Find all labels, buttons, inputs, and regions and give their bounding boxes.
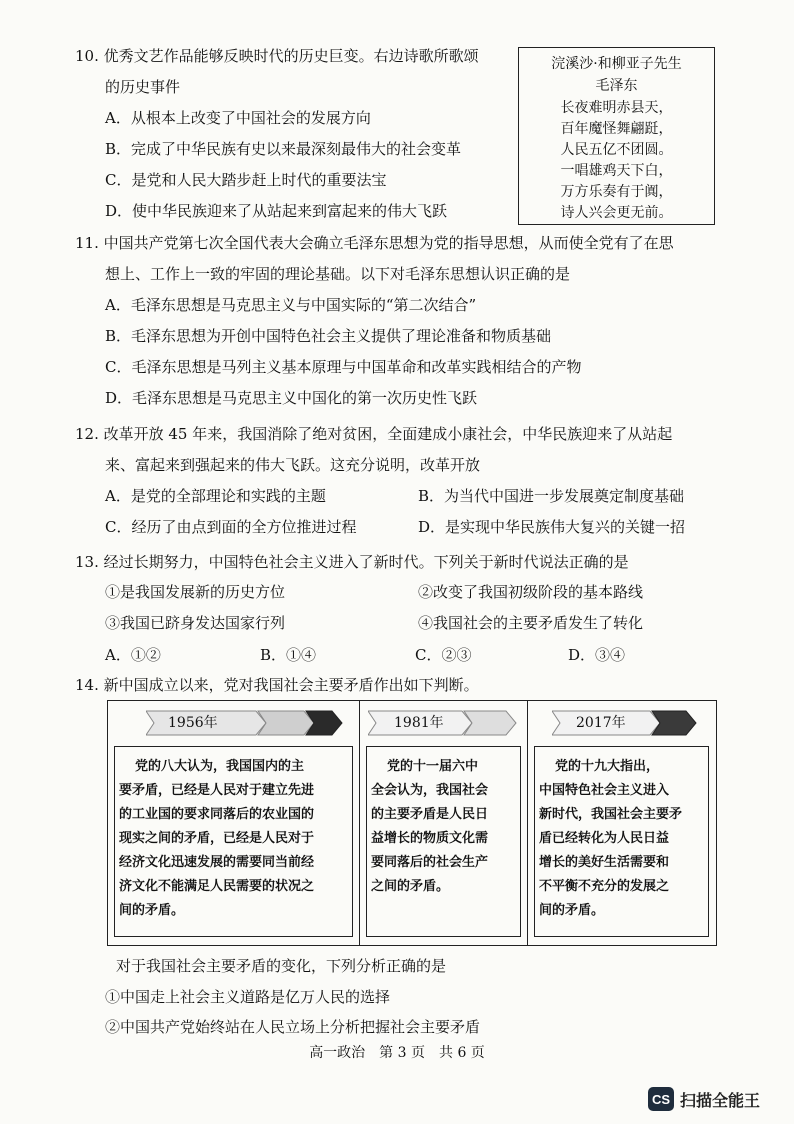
q11-option-a: A．毛泽东思想是马克思主义与中国实际的“第二次结合” (105, 296, 477, 314)
text-line: 不平衡不充分的发展之 (539, 879, 670, 894)
q12-stem-line-1: 12. 改革开放 45 年来，我国消除了绝对贫困，全面建成小康社会，中华民族迎来了从站起 (75, 425, 673, 443)
year-label-1981: 1981年 (394, 715, 444, 731)
year-banner-1981 (368, 709, 520, 737)
camscanner-logo-icon: CS (648, 1087, 674, 1111)
poem-line-4: 一唱雄鸡天下白， (560, 163, 673, 179)
text-line: 的主要矛盾是人民日 (371, 807, 489, 822)
poem-line-6: 诗人兴会更无前。 (560, 205, 673, 221)
q12-option-d: D．是实现中华民族伟大复兴的关键一招 (418, 518, 686, 536)
text-line: 现实之间的矛盾，已经是人民对于 (119, 831, 315, 846)
text-line: 中国特色社会主义进入 (539, 783, 670, 798)
q13-item-2: ②改变了我国初级阶段的基本路线 (418, 583, 644, 601)
q14-stem: 14. 新中国成立以来，党对我国社会主要矛盾作出如下判断。 (75, 676, 479, 694)
q13-item-3: ③我国已跻身发达国家行列 (105, 614, 286, 632)
q10-option-b: B．完成了中华民族有史以来最深刻最伟大的社会变革 (105, 140, 462, 158)
q12-option-a: A．是党的全部理论和实践的主题 (105, 487, 326, 505)
q10-option-a: A．从根本上改变了中国社会的发展方向 (105, 109, 371, 127)
q11-option-c: C．毛泽东思想是马列主义基本原理与中国革命和改革实践相结合的产物 (105, 358, 582, 376)
scanner-watermark (648, 1086, 760, 1112)
q14-question: 对于我国社会主要矛盾的变化，下列分析正确的是 (116, 957, 447, 975)
q13-option-d: D．③④ (568, 646, 626, 664)
q12-option-b: B．为当代中国进一步发展奠定制度基础 (418, 487, 685, 505)
text-line: 要同落后的社会生产 (371, 855, 489, 870)
q14-contradiction-table (107, 700, 717, 946)
text-line: 经济文化迅速发展的需要同当前经 (119, 855, 315, 870)
arrow-banner-icon (552, 709, 702, 737)
q11-option-b: B．毛泽东思想为开创中国特色社会主义提供了理论准备和物质基础 (105, 327, 552, 345)
text-box-1981 (366, 746, 521, 937)
text-box-2017 (534, 746, 709, 937)
q11-stem-line-2: 想上、工作上一致的牢固的理论基础。以下对毛泽东思想认识正确的是 (105, 265, 571, 283)
q12-option-c: C．经历了由点到面的全方位推进过程 (105, 518, 357, 536)
q13-item-4: ④我国社会的主要矛盾发生了转化 (418, 614, 644, 632)
text-line: 党的十一届六中 (387, 759, 479, 774)
text-line: 济文化不能满足人民需要的状况之 (119, 879, 315, 894)
text-line: 党的十九大指出， (555, 759, 660, 774)
poem-line-3: 人民五亿不团圆。 (560, 142, 673, 158)
poem-line-1: 长夜难明赤县天， (560, 100, 673, 116)
q11-option-d: D．毛泽东思想是马克思主义中国化的第一次历史性飞跃 (105, 389, 478, 407)
page-footer: 高一政治 第 3 页 共 6 页 (309, 1045, 485, 1061)
table-column-1956 (108, 701, 360, 945)
q10-stem-line-2: 的历史事件 (105, 78, 181, 96)
poem-author: 毛泽东 (595, 78, 638, 94)
arrow-banner-icon (368, 709, 520, 737)
poem-box (518, 47, 715, 225)
table-column-2017 (528, 701, 715, 945)
q13-option-c: C．②③ (415, 646, 472, 664)
q13-stem: 13. 经过长期努力，中国特色社会主义进入了新时代。下列关于新时代说法正确的是 (75, 553, 629, 571)
text-line: 全会认为，我国社会 (371, 783, 489, 798)
q14-item-2: ②中国共产党始终站在人民立场上分析把握社会主要矛盾 (105, 1018, 481, 1036)
text-line: 间的矛盾。 (539, 903, 605, 918)
text-line: 要矛盾，已经是人民对于建立先进 (119, 783, 315, 798)
text-line: 的工业国的要求同落后的农业国的 (119, 807, 315, 822)
poem-line-2: 百年魔怪舞翩跹， (560, 121, 673, 137)
q13-option-b: B．①④ (260, 646, 317, 664)
q10-stem-line-1: 10. 优秀文艺作品能够反映时代的历史巨变。右边诗歌所歌颂 (75, 47, 479, 65)
table-column-1981 (360, 701, 528, 945)
poem-line-5: 万方乐奏有于阗， (560, 184, 673, 200)
poem-title: 浣溪沙·和柳亚子先生 (551, 56, 682, 72)
text-line: 盾已经转化为人民日益 (539, 831, 670, 846)
q10-option-d: D．使中华民族迎来了从站起来到富起来的伟大飞跃 (105, 202, 448, 220)
q13-item-1: ①是我国发展新的历史方位 (105, 583, 286, 601)
q12-stem-line-2: 来、富起来到强起来的伟大飞跃。这充分说明，改革开放 (105, 456, 481, 474)
q14-item-1: ①中国走上社会主义道路是亿万人民的选择 (105, 988, 391, 1006)
year-banner-1956 (146, 709, 346, 737)
text-line: 益增长的物质文化需 (371, 831, 489, 846)
year-label-2017: 2017年 (576, 715, 626, 731)
text-line: 之间的矛盾。 (371, 879, 450, 894)
watermark-text: 扫描全能王 (680, 1092, 761, 1110)
text-line: 增长的美好生活需要和 (539, 855, 670, 870)
q11-stem-line-1: 11. 中国共产党第七次全国代表大会确立毛泽东思想为党的指导思想，从而使全党有了在思 (75, 234, 674, 252)
year-banner-2017 (552, 709, 702, 737)
text-line: 党的八大认为，我国国内的主 (135, 759, 305, 774)
year-label-1956: 1956年 (168, 715, 218, 731)
text-line: 间的矛盾。 (119, 903, 185, 918)
text-line: 新时代，我国社会主要矛 (539, 807, 683, 822)
text-box-1956 (114, 746, 353, 937)
q13-option-a: A．①② (105, 646, 161, 664)
q10-option-c: C．是党和人民大踏步赶上时代的重要法宝 (105, 171, 387, 189)
